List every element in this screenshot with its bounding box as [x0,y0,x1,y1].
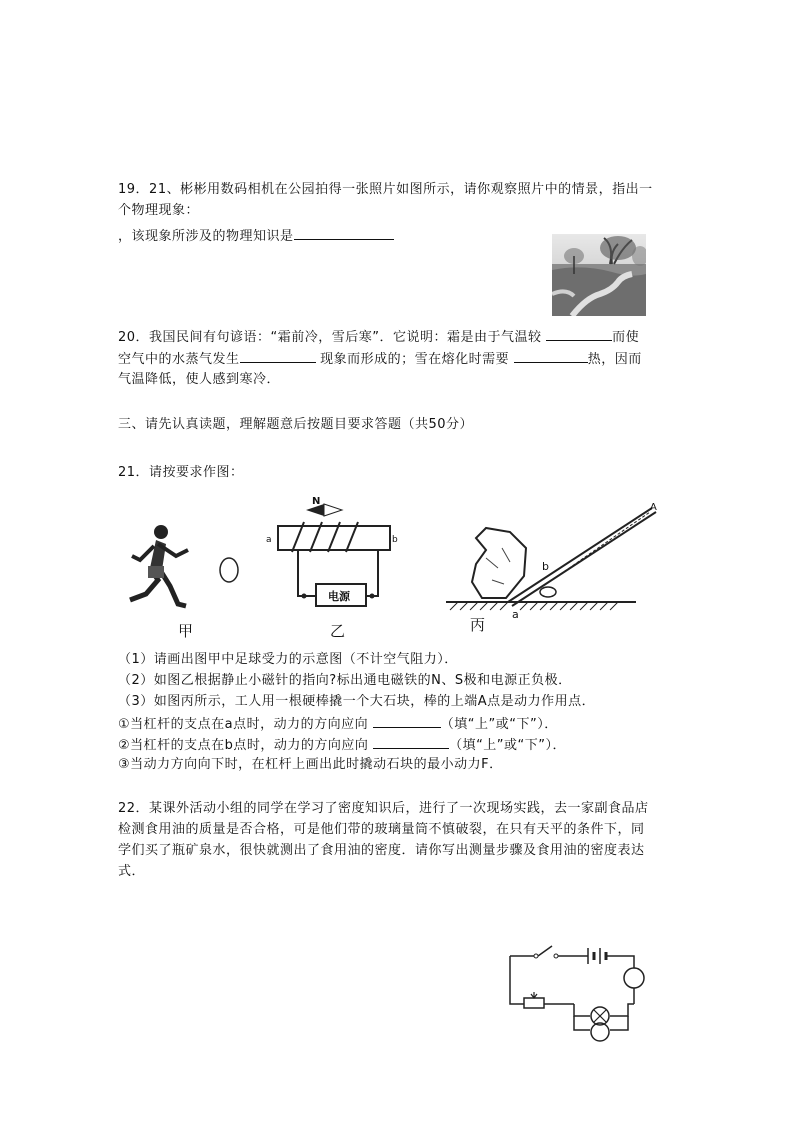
caption-yi: 乙 [330,622,346,640]
answer-blank[interactable] [294,225,394,240]
q21-title: 21．请按要求作图： [118,465,244,480]
point-a-label: a [512,608,519,621]
q22-line2: 检测食用油的质量是否合格，可是他们带的玻璃量筒不慎破裂，在只有天平的条件下，同 [118,822,645,837]
end-a-label: a [266,535,272,545]
q21-item3: ③当动力方向向下时，在杠杆上画出此时撬动石块的最小动力F． [118,757,503,772]
answer-blank[interactable] [373,713,441,728]
caption-bing: 丙 [470,616,486,634]
point-b-label: b [542,560,549,573]
q22-line4: 式． [118,864,146,879]
answer-blank[interactable] [240,348,316,363]
q21-item1-text-a: ①当杠杆的支点在a点时，动力的方向应向 [118,717,369,732]
q21-item1 [118,713,558,735]
circuit-figure [504,934,654,1046]
q19-line3 [118,225,394,247]
section3-heading: 三、请先认真读题，理解题意后按题目要求答题（共50分） [118,417,474,432]
end-b-label: b [392,535,398,545]
q19-line1: 19．21、彬彬用数码相机在公园拍得一张照片如图所示，请你观察照片中的情景，指出一 [118,182,653,197]
runner-figure [116,520,196,612]
q21-item2-text-a: ②当杠杆的支点在b点时，动力的方向应向 [118,738,369,753]
q21-sub1: （1）请画出图甲中足球受力的示意图（不计空气阻力）． [118,652,458,667]
q21-item1-text-b: （填“上”或“下”）． [440,717,558,732]
q20-line3: 气温降低，使人感到寒冷． [118,372,281,387]
q22-line1: 22．某课外活动小组的同学在学习了密度知识后，进行了一次现场实践，去一家副食品店 [118,801,649,816]
q20-line1 [118,326,639,348]
north-pole-label: N [312,496,321,507]
power-source-label: 电源 [328,590,350,603]
q20-line2-text-c: 热，因而 [587,352,642,367]
q22-line3: 学们买了瓶矿泉水，很快就测出了食用油的密度．请你写出测量步骤及食用油的密度表达 [118,843,645,858]
park-photo [552,234,646,316]
q19-line3-text: ，该现象所涉及的物理知识是 [118,229,294,244]
q21-sub2: （2）如图乙根据静止小磁针的指向?标出通电磁铁的N、S极和电源正负极． [118,673,572,688]
q20-line2-text-b: 现象而形成的；雪在熔化时需要 [315,352,510,367]
q20-line1-text-b: 而使 [612,330,640,345]
q21-item2 [118,734,566,756]
q20-line2 [118,348,642,370]
electromagnet-figure [262,492,402,612]
q20-line2-text-a: 空气中的水蒸气发生 [118,352,240,367]
football [218,556,240,584]
q20-line1-text-a: 20．我国民间有句谚语：“霜前冷，雪后寒”．它说明：霜是由于气温较 [118,330,542,345]
answer-blank[interactable] [373,734,449,749]
q19-line2: 个物理现象： [118,203,200,218]
point-A-label: A [650,502,657,513]
answer-blank[interactable] [546,326,612,341]
q21-sub3: （3）如图丙所示，工人用一根硬棒撬一个大石块，棒的上端A点是动力作用点． [118,694,596,709]
answer-blank[interactable] [514,348,588,363]
caption-jia: 甲 [178,622,194,640]
lever-figure [446,498,666,622]
q21-item2-text-b: （填“上”或“下”）． [449,738,567,753]
